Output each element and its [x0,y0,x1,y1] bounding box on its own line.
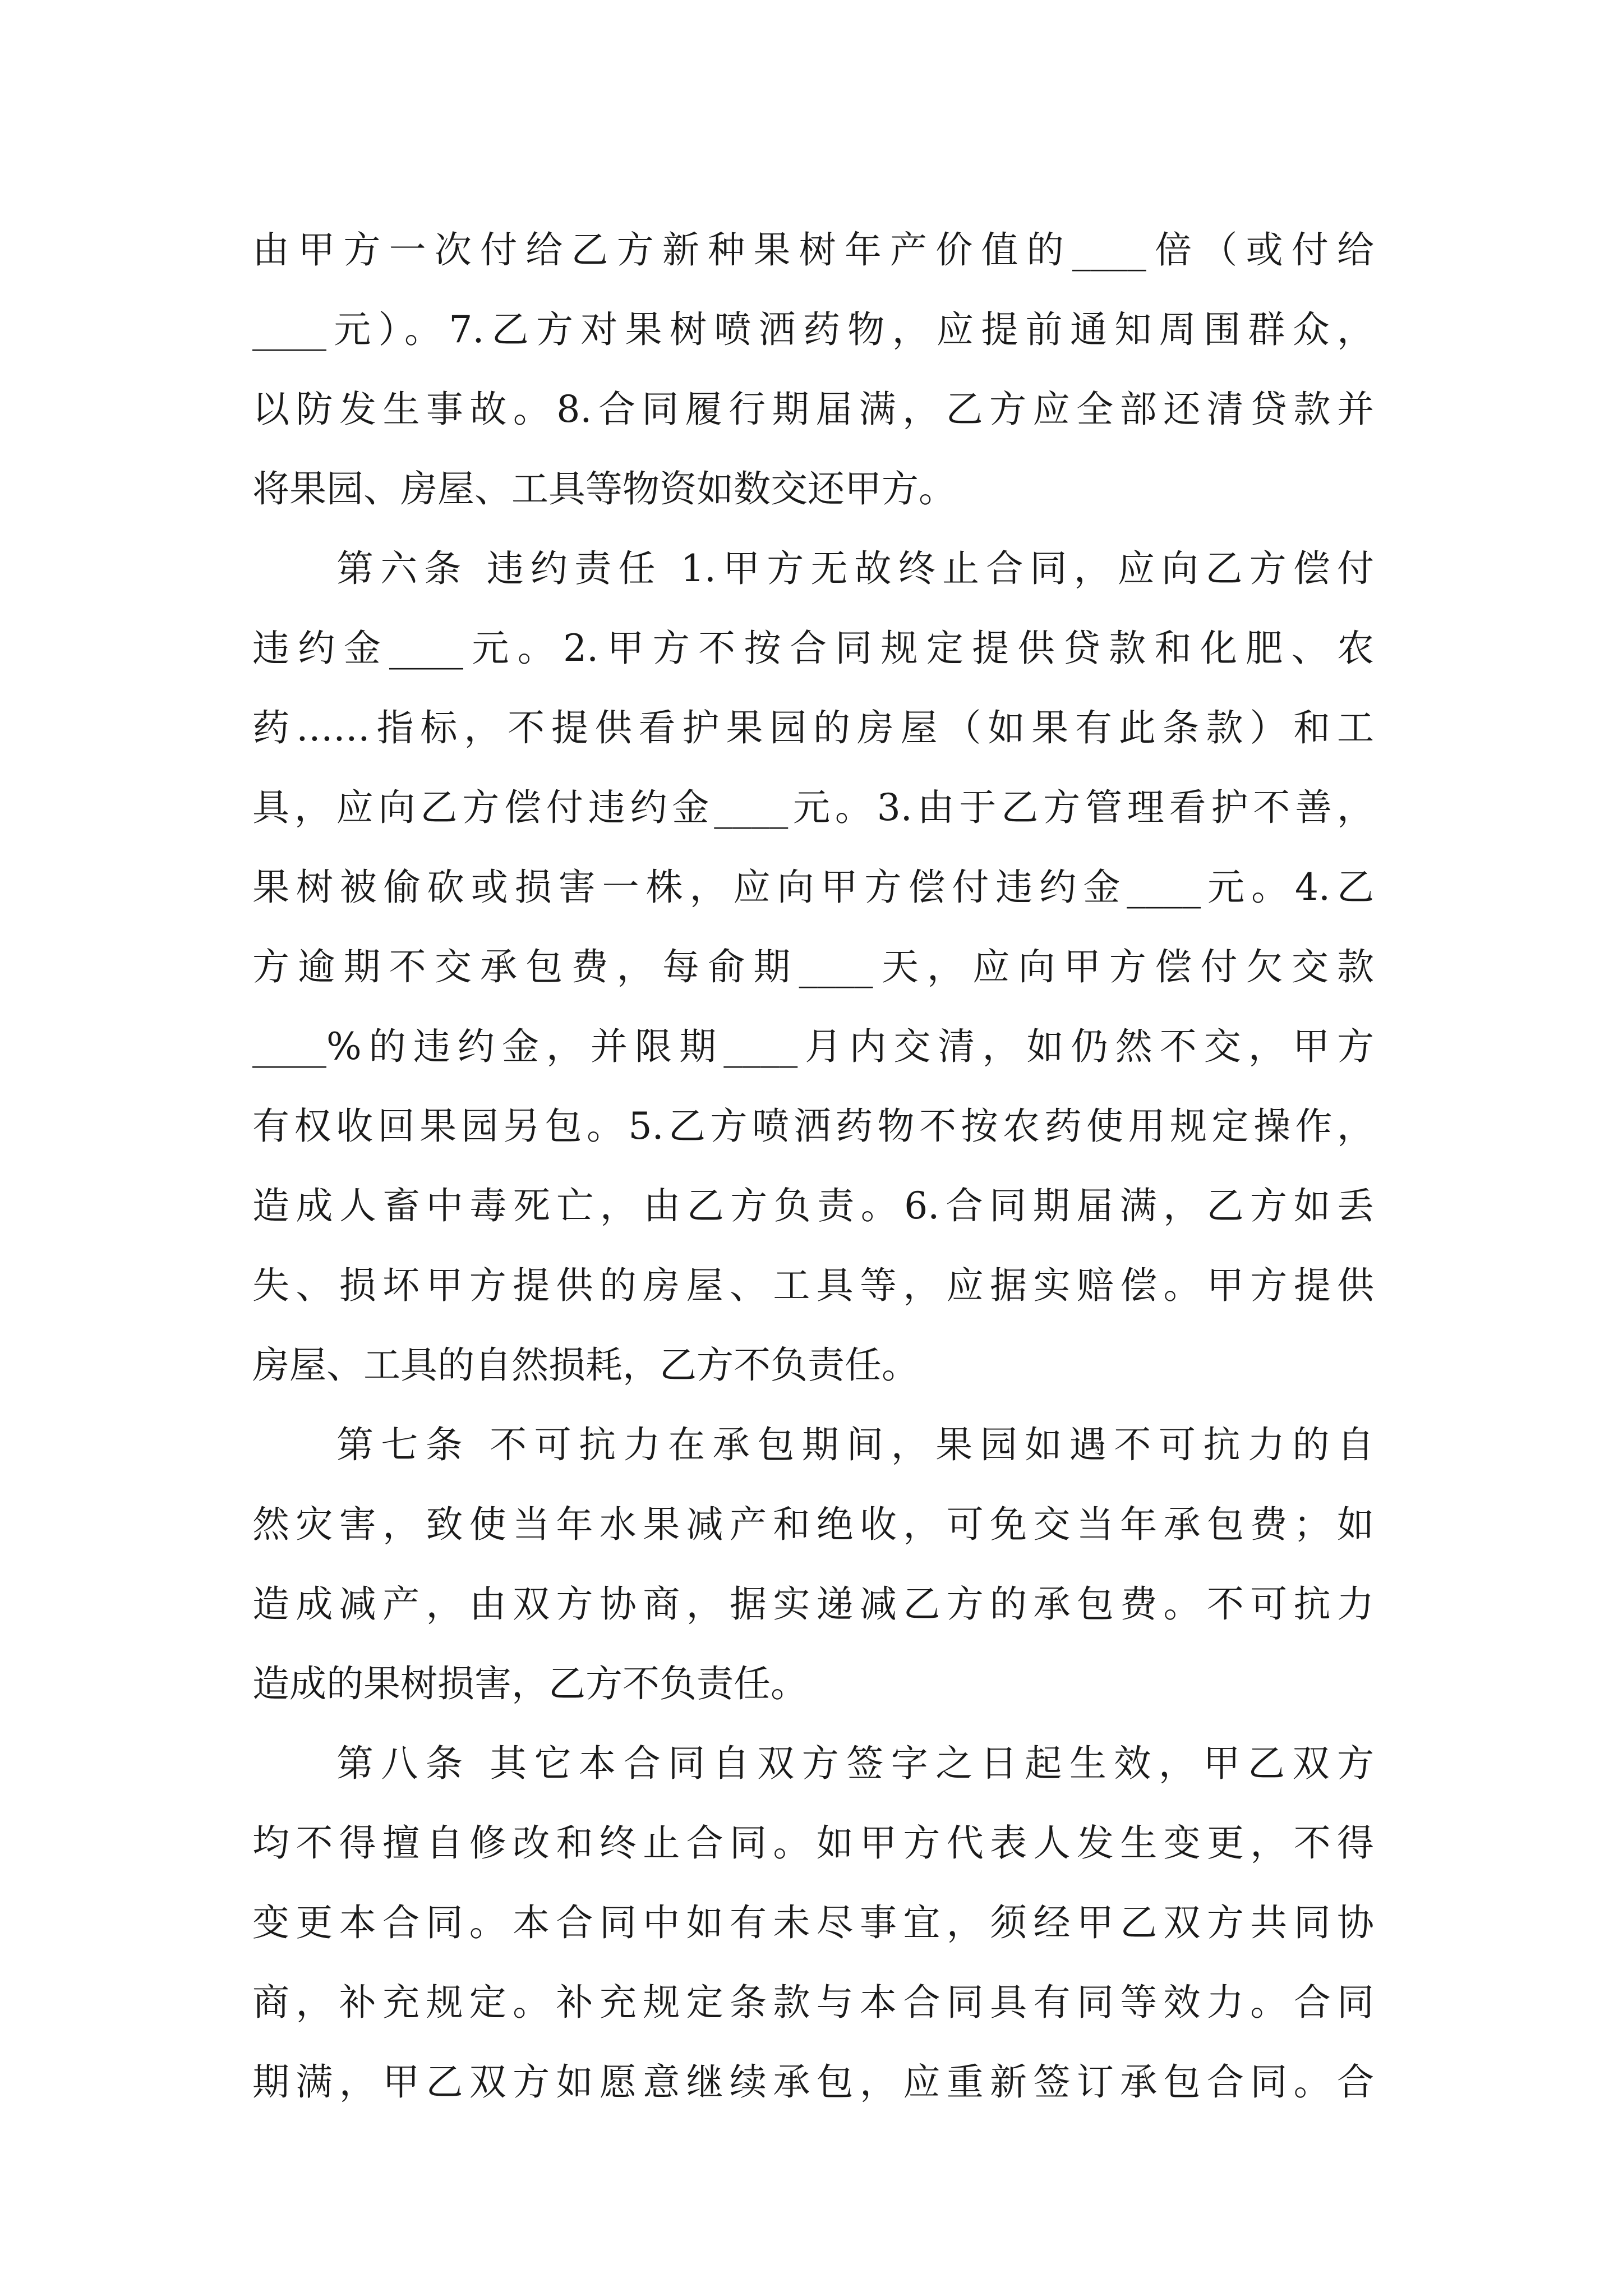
text-line: 第七条 不可抗力在承包期间，果园如遇不可抗力的自 [336,1423,1374,1466]
text-line: ____%的违约金，并限期____月内交清，如仍然不交，甲方 [252,1025,1374,1068]
text-line: 第八条 其它本合同自双方签字之日起生效，甲乙双方 [336,1742,1374,1785]
text-line: 均不得擅自修改和终止合同。如甲方代表人发生变更，不得 [252,1821,1374,1865]
text-line: 房屋、工具的自然损耗，乙方不负责任。 [252,1343,919,1387]
text-line: 违约金____元。2.甲方不按合同规定提供贷款和化肥、农 [252,627,1374,670]
text-line: 期满，甲乙双方如愿意继续承包，应重新签订承包合同。合 [252,2060,1374,2104]
text-line: 造成减产，由双方协商，据实递减乙方的承包费。不可抗力 [252,1582,1374,1626]
contract-body [252,210,1374,2122]
text-line: 造成人畜中毒死亡，由乙方负责。6.合同期届满，乙方如丢 [252,1184,1374,1227]
text-line: ____元）。7.乙方对果树喷洒药物，应提前通知周围群众， [252,308,1374,351]
text-line: 将果园、房屋、工具等物资如数交还甲方。 [252,467,956,510]
text-line: 由甲方一次付给乙方新种果树年产价值的____倍（或付给 [252,228,1374,272]
text-line: 果树被偷砍或损害一株，应向甲方偿付违约金____元。4.乙 [252,866,1374,909]
text-line: 以防发生事故。8.合同履行期届满，乙方应全部还清贷款并 [252,388,1374,431]
text-line: 有权收回果园另包。5.乙方喷洒药物不按农药使用规定操作， [252,1105,1374,1148]
text-line: 第六条 违约责任 1.甲方无故终止合同，应向乙方偿付 [336,547,1374,590]
text-line: 失、损坏甲方提供的房屋、工具等，应据实赔偿。甲方提供 [252,1264,1374,1307]
paragraph-article-8-miscellaneous [252,1724,1374,2122]
paragraph-article-7-force-majeure [252,1405,1374,1724]
text-line: 变更本合同。本合同中如有未尽事宜，须经甲乙双方共同协 [252,1901,1374,1944]
text-line: 造成的果树损害，乙方不负责任。 [252,1662,808,1705]
text-line: 药……指标，不提供看护果园的房屋（如果有此条款）和工 [252,706,1374,749]
paragraph-continued-terms [252,210,1374,529]
text-line: 具，应向乙方偿付违约金____元。3.由于乙方管理看护不善， [252,786,1374,829]
text-line: 然灾害，致使当年水果减产和绝收，可免交当年承包费；如 [252,1503,1374,1546]
paragraph-article-6-breach-liability [252,529,1374,1405]
text-line: 商，补充规定。补充规定条款与本合同具有同等效力。合同 [252,1981,1374,2024]
text-line: 方逾期不交承包费，每俞期____天，应向甲方偿付欠交款 [252,945,1374,988]
